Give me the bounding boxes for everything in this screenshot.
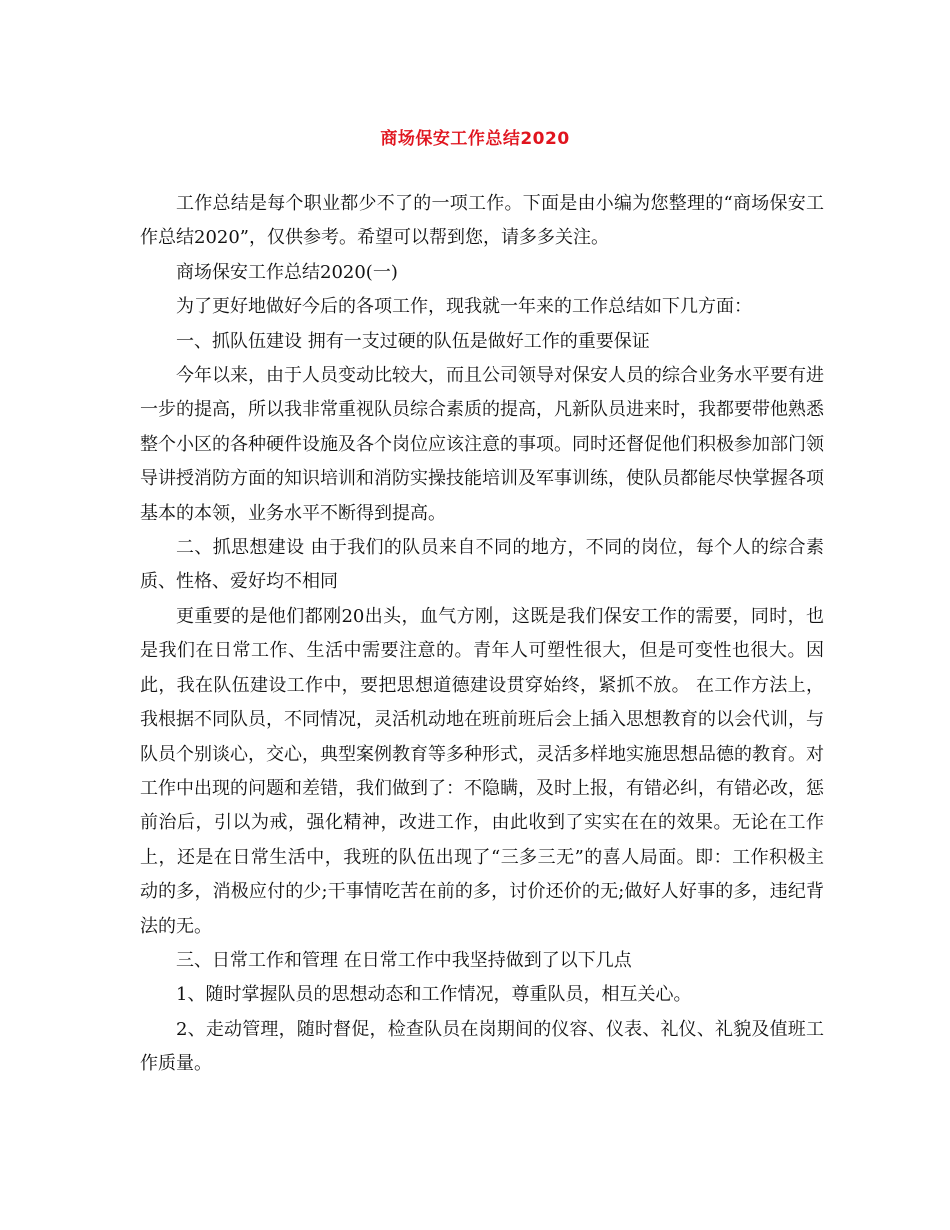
paragraph-heading-2: 二、抓思想建设 由于我们的队员来自不同的地方，不同的岗位，每个人的综合素质、性格、爱好均不相同: [140, 537, 824, 593]
paragraph-ideology: 更重要的是他们都刚20出头，血气方刚，这既是我们保安工作的需要，同时，也是我们在日常工作、生活中需要注意的。青年人可塑性很大，但是可变性也很大。因此，我在队伍建设工作中，要把思想道德建设贯穿始终，紧抓不放。 在工作方法上，我根据不同队员，不同情况，灵活机动地在班前班后会上插入思想教育的以会代训，与队员个别谈心，交心，典型案例教育等多种形式，灵活多样地实施思想品德的教育。对工作中出现的问题和差错，我们做到了：不隐瞒，及时上报，有错必纠，有错必改，惩前治后，引以为戒，强化精神，改进工作，由此收到了实实在在的效果。无论在工作上，还是在日常生活中，我班的队伍出现了“三多三无”的喜人局面。即：工作积极主动的多，消极应付的少;干事情吃苦在前的多，讨价还价的无;做好人好事的多，违纪背法的无。: [140, 605, 824, 937]
paragraph-section-heading: 商场保安工作总结2020(一): [176, 261, 398, 283]
paragraph-heading-3: 三、日常工作和管理 在日常工作中我坚持做到了以下几点: [176, 949, 632, 971]
paragraph-heading-1: 一、抓队伍建设 拥有一支过硬的队伍是做好工作的重要保证: [176, 330, 650, 352]
paragraph-team-building: 今年以来，由于人员变动比较大，而且公司领导对保安人员的综合业务水平要有进一步的提高，所以我非常重视队员综合素质的提高，凡新队员进来时，我都要带他熟悉整个小区的各种硬件设施及各个岗位应该注意的事项。同时还督促他们积极参加部门领导讲授消防方面的知识培训和消防实操技能培训及军事训练，使队员都能尽快掌握各项基本的本领，业务水平不断得到提高。: [140, 365, 824, 524]
paragraph-preface: 为了更好地做好今后的各项工作，现我就一年来的工作总结如下几方面：: [176, 296, 752, 318]
document-title: 商场保安工作总结2020: [380, 129, 570, 149]
paragraph-intro: 工作总结是每个职业都少不了的一项工作。下面是由小编为您整理的“商场保安工作总结2020”，仅供参考。希望可以帮到您，请多多关注。: [140, 193, 824, 249]
paragraph-point-1: 1、随时掌握队员的思想动态和工作情况，尊重队员，相互关心。: [176, 984, 692, 1006]
paragraph-point-2: 2、走动管理，随时督促，检查队员在岗期间的仪容、仪表、礼仪、礼貌及值班工作质量。: [140, 1018, 824, 1075]
document-body: [140, 187, 824, 1082]
